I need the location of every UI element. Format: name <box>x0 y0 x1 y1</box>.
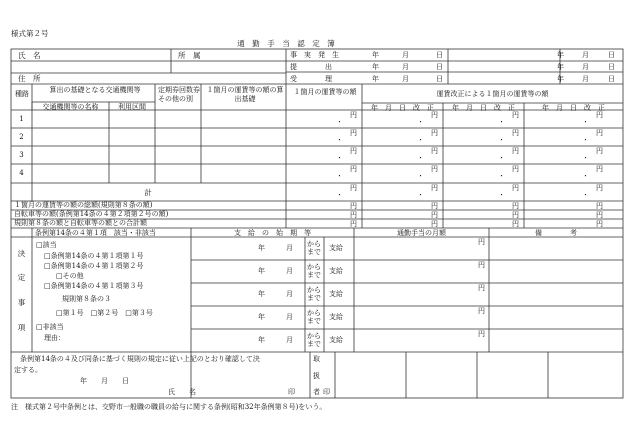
day-label: 日 <box>608 63 615 71</box>
yen-unit: 円 <box>431 129 438 137</box>
yen-unit: 円 <box>431 210 438 219</box>
yen-unit: 円 <box>512 129 519 137</box>
receipt-label: 受 理 <box>290 75 332 83</box>
yen-unit: 円 <box>512 111 519 119</box>
decimal-dot: ・ <box>582 172 589 180</box>
month-label: 月 <box>582 51 589 59</box>
col-revision-header: 運賃改正による１箇月の運賃等の額 <box>436 90 549 98</box>
start-year-month: 年 月 <box>258 267 293 275</box>
month-label: 月 <box>582 75 589 83</box>
rule8-items[interactable]: □第１号 □第２号 □第３号 <box>56 309 153 317</box>
summary-combined: 規則第８条の額と自転車等の額との合計額 <box>14 219 147 227</box>
to-label: まで <box>307 294 321 302</box>
yen-unit: 円 <box>350 201 357 210</box>
day-label: 日 <box>436 75 443 83</box>
yen-unit: 円 <box>596 219 603 228</box>
pay-label: 支給 <box>329 336 343 344</box>
start-year-month: 年 月 <box>258 290 293 298</box>
decimal-dot: ・ <box>417 136 424 144</box>
year-label: 年 <box>557 51 564 59</box>
decimal-dot: ・ <box>498 172 505 180</box>
to-label: まで <box>307 317 321 325</box>
yen-unit: 円 <box>596 129 603 137</box>
yen-unit: 円 <box>431 111 438 119</box>
col-remarks-header: 備 考 <box>535 228 577 237</box>
row-number: 3 <box>19 151 24 159</box>
day-label: 日 <box>608 51 615 59</box>
yen-unit: 円 <box>596 147 603 155</box>
day-label: 日 <box>436 51 443 59</box>
row-number: 1 <box>19 115 24 123</box>
option-1-checkbox[interactable]: □条例第14条の４第１項第１号 <box>44 252 144 260</box>
occurrence-label: 事 実 発 生 <box>290 51 339 59</box>
rev-header-3: 年 月 日 改 正 <box>542 103 605 112</box>
year-label: 年 <box>557 63 564 71</box>
yen-unit: 円 <box>512 201 519 210</box>
to-label: まで <box>307 248 321 256</box>
pay-label: 支給 <box>329 313 343 321</box>
rev-header-1: 年 月 日 改 正 <box>371 103 434 112</box>
summary-total: １箇月の運賃等の額の総額(規則第８条の額) <box>14 201 153 209</box>
yen-unit: 円 <box>478 238 485 246</box>
decimal-dot: ・ <box>336 118 343 126</box>
pay-label: 支給 <box>329 290 343 298</box>
from-label: から <box>307 286 321 294</box>
yen-unit: 円 <box>431 184 438 192</box>
yen-unit: 円 <box>478 284 485 292</box>
year-label: 年 <box>372 75 379 83</box>
col-ticket-header: 定期券回数券その他の別 <box>158 86 200 103</box>
yen-unit: 円 <box>350 129 357 137</box>
name-label: 氏 名 <box>18 51 41 60</box>
to-label: まで <box>307 271 321 279</box>
handler-char: 取 <box>313 355 320 363</box>
col-applicable-header: 条例第14条の４第１項 該当・非該当 <box>35 228 156 237</box>
pay-label: 支給 <box>329 267 343 275</box>
yen-unit: 円 <box>478 307 485 315</box>
not-applicable-checkbox[interactable]: □非該当 <box>36 323 64 331</box>
cert-seal: 印 <box>288 388 295 396</box>
decimal-dot: ・ <box>336 154 343 162</box>
row-number: 4 <box>19 169 24 177</box>
col-basis-header: 算出の基礎となる交通機関等 <box>49 86 141 94</box>
footnote: 注 様式第２号中条例とは、交野市一般職の職員の給与に関する条例(昭和32年条例第８号)をいう。 <box>11 403 327 411</box>
decimal-dot: ・ <box>498 154 505 162</box>
yen-unit: 円 <box>478 261 485 269</box>
side-label-char: 項 <box>17 323 26 332</box>
yen-unit: 円 <box>431 219 438 228</box>
yen-unit: 円 <box>512 210 519 219</box>
reason-label: 理由： <box>44 334 65 342</box>
yen-unit: 円 <box>512 219 519 228</box>
yen-unit: 円 <box>431 147 438 155</box>
row-number: 2 <box>19 133 24 141</box>
month-label: 月 <box>402 63 409 71</box>
yen-unit: 円 <box>512 184 519 192</box>
decimal-dot: ・ <box>417 118 424 126</box>
yen-unit: 円 <box>431 201 438 210</box>
year-label: 年 <box>557 75 564 83</box>
col-basis-name-header: 交通機関等の名称 <box>42 102 99 111</box>
decimal-dot: ・ <box>417 191 424 199</box>
col-monthly-header: １箇月の運賃等の額 <box>293 88 357 96</box>
handler-char: 扱 <box>313 372 320 380</box>
yen-unit: 円 <box>431 165 438 173</box>
dept-label: 所 属 <box>178 51 201 60</box>
option-other-checkbox[interactable]: □その他 <box>56 272 84 280</box>
decimal-dot: ・ <box>336 191 343 199</box>
yen-unit: 円 <box>596 184 603 192</box>
yen-unit: 円 <box>596 165 603 173</box>
month-label: 月 <box>402 51 409 59</box>
month-label: 月 <box>402 75 409 83</box>
yen-unit: 円 <box>350 111 357 119</box>
yen-unit: 円 <box>512 147 519 155</box>
month-label: 月 <box>582 63 589 71</box>
col-basis-section-header: 利用区間 <box>118 102 146 111</box>
side-label-char: 決 <box>17 249 26 258</box>
day-label: 日 <box>608 75 615 83</box>
day-label: 日 <box>436 63 443 71</box>
option-2-checkbox[interactable]: □条例第14条の４第１項第２号 <box>44 262 144 270</box>
decimal-dot: ・ <box>336 172 343 180</box>
col-type-header: 種路 <box>15 90 29 98</box>
side-label-char: 定 <box>17 273 26 282</box>
rule8-label: 規則第８条の３ <box>62 295 111 303</box>
from-label: から <box>307 332 321 340</box>
pay-label: 支給 <box>329 244 343 252</box>
rev-header-2: 年 月 日 改 正 <box>452 103 515 112</box>
decimal-dot: ・ <box>498 191 505 199</box>
yen-unit: 円 <box>596 201 603 210</box>
year-label: 年 <box>372 63 379 71</box>
decimal-dot: ・ <box>582 136 589 144</box>
submission-label: 提 出 <box>290 63 332 71</box>
yen-unit: 円 <box>512 165 519 173</box>
from-label: から <box>307 309 321 317</box>
yen-unit: 円 <box>350 165 357 173</box>
col-monthly-allowance-header: 通勤手当の月額 <box>397 228 446 237</box>
summary-bicycle: 自転車等の額(条例第14条の４第２項第２号の額) <box>14 210 169 218</box>
start-year-month: 年 月 <box>258 313 293 321</box>
decimal-dot: ・ <box>336 136 343 144</box>
start-year-month: 年 月 <box>258 336 293 344</box>
decimal-dot: ・ <box>582 118 589 126</box>
yen-unit: 円 <box>350 147 357 155</box>
applicable-checkbox[interactable]: □該当 <box>36 241 57 249</box>
start-year-month: 年 月 <box>258 244 293 252</box>
from-label: から <box>307 263 321 271</box>
decimal-dot: ・ <box>498 136 505 144</box>
decimal-dot: ・ <box>498 118 505 126</box>
col-calc-header: １箇月の運賃等の額の算出基礎 <box>206 86 284 103</box>
yen-unit: 円 <box>478 330 485 338</box>
yen-unit: 円 <box>596 210 603 219</box>
option-3-checkbox[interactable]: □条例第14条の４第１項第３号 <box>44 282 144 290</box>
decimal-dot: ・ <box>417 154 424 162</box>
yen-unit: 円 <box>350 210 357 219</box>
yen-unit: 円 <box>350 219 357 228</box>
side-label-char: 事 <box>17 298 26 307</box>
decimal-dot: ・ <box>417 172 424 180</box>
form-number: 様式第２号 <box>11 29 49 38</box>
decimal-dot: ・ <box>582 154 589 162</box>
from-label: から <box>307 240 321 248</box>
yen-unit: 円 <box>596 111 603 119</box>
col-start-header: 支 給 の 始 期 等 <box>234 228 311 237</box>
total-label: 計 <box>144 188 152 197</box>
handler-seal: 印 <box>323 388 330 396</box>
address-label: 住 所 <box>18 74 41 83</box>
cert-text-line2: 定する。 <box>14 366 42 374</box>
yen-unit: 円 <box>350 184 357 192</box>
page-title: 通 勤 手 当 認 定 簿 <box>237 39 335 48</box>
decimal-dot: ・ <box>582 191 589 199</box>
cert-date: 年 月 日 <box>80 377 129 385</box>
cert-text-line1: 条例第14条の４及び同条に基づく規則の規定に従い上記のとおり確認して決 <box>20 355 260 363</box>
handler-char: 者 <box>313 388 320 396</box>
cert-name-label: 氏 名 <box>168 388 196 396</box>
to-label: まで <box>307 340 321 348</box>
year-label: 年 <box>372 51 379 59</box>
